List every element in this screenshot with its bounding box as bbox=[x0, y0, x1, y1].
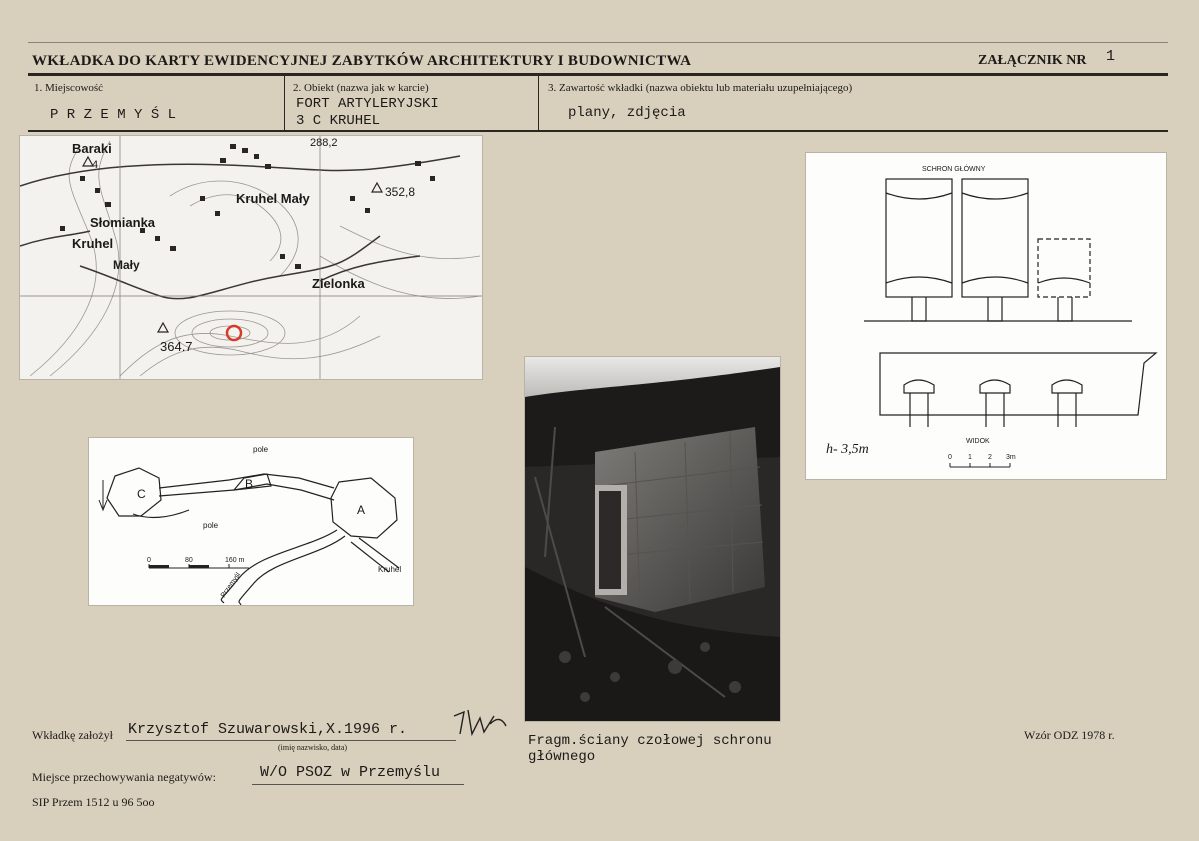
map-label-kruhel: Kruhel bbox=[72, 236, 114, 251]
map-label-baraki: Baraki bbox=[72, 141, 112, 156]
form-pattern: Wzór ODZ 1978 r. bbox=[1024, 728, 1115, 742]
shelter-graphic bbox=[806, 153, 1166, 479]
created-by-sub: (imię nazwisko, data) bbox=[278, 743, 348, 752]
map-label-kruhel-maly: Kruhel Mały bbox=[236, 191, 310, 206]
map-label-364: 364.7 bbox=[160, 339, 193, 354]
object-line-1: FORT ARTYLERYJSKI bbox=[296, 96, 439, 112]
photo-graphic bbox=[525, 357, 780, 721]
sip-code: SIP Przem 1512 u 96 5oo bbox=[32, 795, 155, 809]
storage-value: W/O PSOZ w Przemyślu bbox=[260, 764, 441, 781]
shelter-scale-1: 1 bbox=[968, 454, 972, 461]
plan-scale-160: 160 m bbox=[225, 557, 245, 564]
shelter-scale-3: 3m bbox=[1006, 454, 1016, 461]
site-plan bbox=[89, 438, 413, 605]
storage-underline bbox=[252, 784, 464, 785]
map-label-slomianka: Słomianka bbox=[90, 215, 156, 230]
created-by-label: Wkładkę założył bbox=[32, 728, 113, 742]
fields-rule bbox=[28, 130, 1168, 132]
plan-label-pole-mid: pole bbox=[203, 521, 219, 530]
object-line-2: 3 C KRUHEL bbox=[296, 113, 381, 129]
created-by-value: Krzysztof Szuwarowski,X.1996 r. bbox=[128, 721, 408, 738]
site-plan-graphic bbox=[89, 438, 413, 605]
field-divider-1 bbox=[284, 76, 285, 131]
map-label-height-top: 288,2 bbox=[310, 137, 338, 149]
plan-label-b: B bbox=[245, 477, 254, 491]
plan-label-przemysl: Przemyśl bbox=[219, 571, 243, 600]
object-label: 2. Obiekt (nazwa jak w karcie) bbox=[293, 82, 429, 94]
field-divider-2 bbox=[538, 76, 539, 131]
plan-label-a: A bbox=[357, 503, 366, 517]
card-title: WKŁADKA DO KARTY EWIDENCYJNEJ ZABYTKÓW ARCHITEKTURY I BUDOWNICTWA bbox=[32, 53, 692, 69]
locality-value: P R Z E M Y Ś L bbox=[50, 107, 177, 123]
shelter-drawing bbox=[806, 153, 1166, 479]
topographic-map bbox=[20, 136, 482, 379]
created-by-underline bbox=[126, 740, 456, 741]
top-rule bbox=[28, 42, 1168, 43]
plan-scale-0: 0 bbox=[147, 557, 151, 564]
map-label-zielonka: Zielonka bbox=[312, 276, 365, 291]
attachment-number: 1 bbox=[1106, 48, 1116, 65]
map-graphic bbox=[20, 136, 482, 379]
content-label: 3. Zawartość wkładki (nazwa obiektu lub materiału uzupełniającego) bbox=[548, 82, 853, 94]
map-label-baraki-num: 4 bbox=[92, 159, 99, 171]
shelter-scale-2: 2 bbox=[988, 454, 992, 461]
plan-label-c: C bbox=[137, 487, 146, 501]
shelter-view-label: WIDOK bbox=[966, 438, 990, 445]
photo-caption-line-2: głównego bbox=[528, 749, 596, 765]
shelter-height-note: h- 3,5m bbox=[826, 442, 869, 457]
photo-caption-line-1: Fragm.ściany czołowej schronu bbox=[528, 733, 772, 749]
header-rule bbox=[28, 73, 1168, 76]
map-label-352: 352,8 bbox=[385, 185, 416, 199]
fort-photo bbox=[525, 357, 780, 721]
locality-label: 1. Miejscowość bbox=[34, 82, 104, 94]
attachment-label: ZAŁĄCZNIK NR bbox=[978, 53, 1087, 68]
signature-mark bbox=[450, 704, 510, 740]
storage-label: Miejsce przechowywania negatywów: bbox=[32, 770, 216, 784]
plan-label-pole-top: pole bbox=[253, 445, 269, 454]
plan-label-kruhel: Kruhel bbox=[378, 565, 402, 574]
content-value: plany, zdjęcia bbox=[568, 105, 686, 121]
shelter-scale-0: 0 bbox=[948, 454, 952, 461]
plan-scale-80: 80 bbox=[185, 557, 193, 564]
shelter-title: SCHRON GŁÓWNY bbox=[922, 166, 986, 173]
map-label-maly: Mały bbox=[113, 258, 140, 272]
